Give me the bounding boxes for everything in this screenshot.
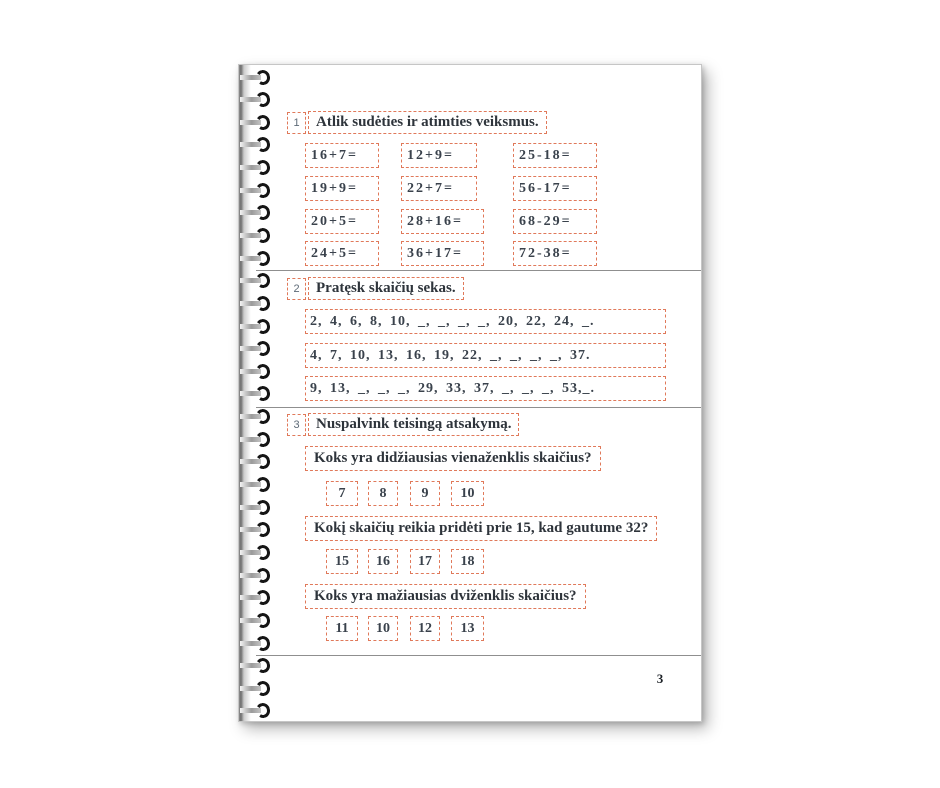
math-problem-box[interactable]: 36+17= xyxy=(401,241,484,266)
section-divider xyxy=(256,407,701,408)
answer-option[interactable]: 17 xyxy=(410,549,440,574)
answer-option[interactable]: 13 xyxy=(451,616,484,641)
answer-option[interactable]: 12 xyxy=(410,616,440,641)
spiral-ring xyxy=(240,387,274,401)
spiral-ring xyxy=(240,70,274,84)
exercise-title: Pratęsk skaičių sekas. xyxy=(308,277,464,300)
math-problem-box[interactable]: 19+9= xyxy=(305,176,379,201)
math-problem-box[interactable]: 68-29= xyxy=(513,209,597,234)
spiral-ring xyxy=(240,138,274,152)
exercise-number-badge: 1 xyxy=(287,112,306,134)
math-problem-box[interactable]: 24+5= xyxy=(305,241,379,266)
footer-divider xyxy=(256,655,701,656)
sequence-input-box[interactable]: 9, 13, _, _, _, 29, 33, 37, _, _, _, 53,_. xyxy=(305,376,666,401)
answer-option[interactable]: 11 xyxy=(326,616,358,641)
math-problem-box[interactable]: 28+16= xyxy=(401,209,484,234)
math-problem-box[interactable]: 25-18= xyxy=(513,143,597,168)
spiral-ring xyxy=(240,251,274,265)
sequence-input-box[interactable]: 2, 4, 6, 8, 10, _, _, _, _, 20, 22, 24, _. xyxy=(305,309,666,334)
spiral-ring xyxy=(240,478,274,492)
spiral-ring xyxy=(240,364,274,378)
spiral-ring xyxy=(240,274,274,288)
answer-option[interactable]: 7 xyxy=(326,481,358,506)
spiral-ring xyxy=(240,342,274,356)
answer-option[interactable]: 8 xyxy=(368,481,398,506)
spiral-ring xyxy=(240,523,274,537)
spiral-ring xyxy=(240,636,274,650)
answer-option[interactable]: 9 xyxy=(410,481,440,506)
spiral-ring xyxy=(240,659,274,673)
spiral-ring xyxy=(240,296,274,310)
sequence-input-box[interactable]: 4, 7, 10, 13, 16, 19, 22, _, _, _, _, 37. xyxy=(305,343,666,368)
section-divider xyxy=(256,270,701,271)
spiral-ring xyxy=(240,161,274,175)
question-label: Koks yra mažiausias dviženklis skaičius? xyxy=(305,584,586,609)
spiral-ring xyxy=(240,545,274,559)
answer-option[interactable]: 15 xyxy=(326,549,358,574)
exercise-title: Nuspalvink teisingą atsakymą. xyxy=(308,413,519,436)
worksheet-page xyxy=(238,64,702,722)
spiral-ring xyxy=(240,115,274,129)
spiral-ring xyxy=(240,432,274,446)
answer-option[interactable]: 18 xyxy=(451,549,484,574)
spiral-ring xyxy=(240,206,274,220)
spiral-ring xyxy=(240,410,274,424)
spiral-ring xyxy=(240,455,274,469)
spiral-ring xyxy=(240,568,274,582)
math-problem-box[interactable]: 72-38= xyxy=(513,241,597,266)
spiral-ring xyxy=(240,93,274,107)
question-label: Koks yra didžiausias vienaženklis skaičius? xyxy=(305,446,601,471)
math-problem-box[interactable]: 20+5= xyxy=(305,209,379,234)
spiral-ring xyxy=(240,500,274,514)
spiral-ring xyxy=(240,183,274,197)
math-problem-box[interactable]: 22+7= xyxy=(401,176,477,201)
math-problem-box[interactable]: 56-17= xyxy=(513,176,597,201)
answer-option[interactable]: 16 xyxy=(368,549,398,574)
spiral-binding xyxy=(240,70,274,718)
spiral-ring xyxy=(240,613,274,627)
spiral-ring xyxy=(240,319,274,333)
answer-option[interactable]: 10 xyxy=(368,616,398,641)
math-problem-box[interactable]: 16+7= xyxy=(305,143,379,168)
spiral-ring xyxy=(240,681,274,695)
answer-option[interactable]: 10 xyxy=(451,481,484,506)
math-problem-box[interactable]: 12+9= xyxy=(401,143,477,168)
spiral-ring xyxy=(240,228,274,242)
page-number: 3 xyxy=(656,671,664,686)
exercise-number-badge: 3 xyxy=(287,414,306,436)
exercise-title: Atlik sudėties ir atimties veiksmus. xyxy=(308,111,547,134)
exercise-number-badge: 2 xyxy=(287,278,306,300)
spiral-ring xyxy=(240,704,274,718)
question-label: Kokį skaičių reikia pridėti prie 15, kad gautume 32? xyxy=(305,516,657,541)
spiral-ring xyxy=(240,591,274,605)
